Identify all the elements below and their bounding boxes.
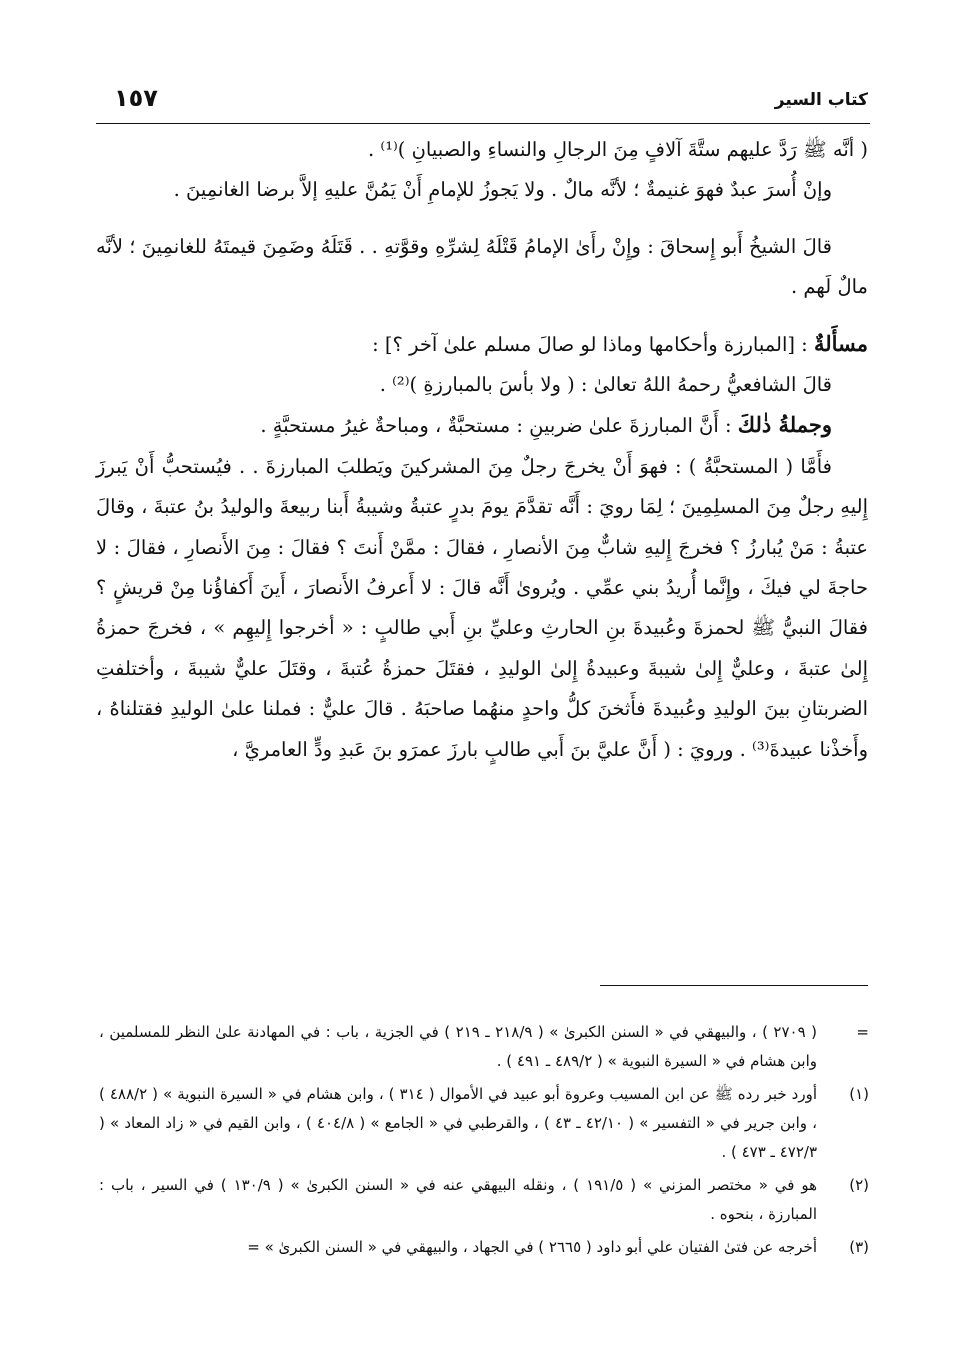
summary-label: وجملةُ ذٰلكَ bbox=[737, 412, 832, 438]
footnote-marker: (١) bbox=[849, 1085, 869, 1103]
footnote-continued bbox=[99, 1018, 869, 1076]
paragraph-6 bbox=[96, 405, 868, 446]
footnote-rule bbox=[600, 985, 868, 986]
header-rule bbox=[96, 123, 870, 124]
issue-text: : [المبارزة وأحكامها وماذا لو صالَ مسلم علىٰ آخر ؟] : bbox=[372, 332, 814, 356]
summary-text: : أَنَّ المبارزةَ علىٰ ضربينِ : مستحبَّةٌ ، ومباحةٌ غيرُ مستحبَّةٍ . bbox=[260, 414, 738, 438]
footnotes bbox=[99, 1018, 869, 1266]
paragraph-1: ( أنَّه ﷺ رَدَّ عليهم ستَّةَ آلافٍ مِنَ الرجالِ والنساءِ والصبيانِ )⁽¹⁾ . bbox=[368, 138, 868, 161]
footnote-marker: = bbox=[856, 1023, 869, 1041]
footnote-marker: (٣) bbox=[849, 1238, 869, 1256]
footnote-marker: (٢) bbox=[849, 1176, 869, 1194]
footnote-2 bbox=[99, 1171, 869, 1229]
footnote-text: أورد خبر رده ﷺ عن ابن المسيب وعروة أبو عبيد في الأموال ( ٣١٤ ) ، وابن هشام في « السيرة النبوية » ( ٤٨٨/٢ ) ، وابن جرير في « التفسير » ( ٤٢/١٠ ـ ٤٣ ) ، والقرطبي في « الجامع » ( ٤٠٤/٨ ) ، وابن القيم في « زاد المعاد » ( ٤٧٢/٣ ـ ٤٧٣ ) . bbox=[99, 1085, 818, 1161]
running-header bbox=[100, 84, 868, 124]
paragraph-5: قالَ الشافعيُّ رحمهُ اللهُ تعالىٰ : ( ولا بأسَ بالمبارزةِ )⁽²⁾ . bbox=[379, 373, 832, 397]
footnote-3 bbox=[99, 1233, 869, 1262]
footnote-text: ( ٢٧٠٩ ) ، والبيهقي في « السنن الكبرىٰ » ( ٢١٨/٩ ـ ٢١٩ ) في الجزية ، باب : في المهادنة علىٰ النظر للمسلمين ، وابن هشام في « السيرة النبوية » ( ٤٨٩/٢ ـ ٤٩١ ) . bbox=[99, 1023, 817, 1070]
footnote-text: هو في « مختصر المزني » ( ١٩١/٥ ) ، ونقله البيهقي عنه في « السنن الكبرىٰ » ( ١٣٠/٩ ) في السير ، باب : المبارزة ، بنحوه . bbox=[99, 1176, 818, 1223]
paragraph-7: فأَمَّا ( المستحبَّةُ ) : فهوَ أَنْ يخرجَ رجلٌ مِنَ المشركينَ ويَطلبَ المبارزةَ . . فيُستحبُّ أَنْ يَبرزَ إِليهِ رجلٌ مِنَ المسلِمِينَ ؛ لِمَا رويَ : أَنَّه تقدَّمَ يومَ بدرٍ عتبةُ وشيبةُ أَبنا ربيعةَ والوليدُ بنُ عتبةَ ، وقالَ عتبةُ : مَنْ يُبارزُ ؟ فخرجَ إِليهِ شابٌّ مِنَ الأنصارِ ، فقالَ : ممَّنْ أَنتَ ؟ فقالَ : مِنَ الأَنصارِ ، فقالَ : لا حاجةَ لي فيكَ ، وإِنَّما أُريدُ بني عمِّي . ويُروىٰ أَنَّه قالَ : لا أَعرفُ الأَنصارَ ، أَينَ أَكفاؤُنا مِنْ قريشٍ ؟ فقالَ النبيُّ ﷺ لحمزةَ وعُبيدةَ بنِ الحارثِ وعليِّ بنِ أَبي طالبٍ : « أخرجوا إِليهِم » ، فخرجَ حمزةُ إِلىٰ عتبةَ ، وعليٌّ إِلىٰ شيبةَ وعبيدةُ إِلىٰ الوليدِ ، فقتَلَ حمزةُ عُتبةَ ، وقتَلَ عليٌّ شيبةَ ، وأختلفتِ الضربتانِ بينَ الوليدِ وعُبيدةَ فأَثخنَ كلُّ واحدٍ منهُما صاحبَهُ . قالَ عليٌّ : فملنا علىٰ الوليدِ فقتلناهُ ، وأَخذْنا عبيدةَ⁽³⁾ . ورويَ : ( أَنَّ عليَّ بنَ أَبي طالبٍ بارزَ عمرَو بنَ عَبدِ ودٍّ العامريَّ ، bbox=[96, 454, 868, 761]
main-text bbox=[96, 130, 868, 770]
issue-label: مسأَلةٌ bbox=[813, 330, 868, 356]
footnote-text: أخرجه عن فتىٰ الفتيان علي أبو داود ( ٢٦٦٥ ) في الجهاد ، والبيهقي في « السنن الكبرىٰ » = bbox=[247, 1238, 817, 1256]
paragraph-2: وإنْ أُسرَ عبدٌ فهوَ غنيمةٌ ؛ لأنَّه مالٌ . ولا يَجوزُ للإمامِ أَنْ يَمُنَّ عليهِ إلاَّ برضا الغانمِينَ . bbox=[173, 178, 832, 202]
chapter-title: كتاب السير bbox=[774, 90, 868, 110]
page-number: ١٥٧ bbox=[114, 84, 158, 112]
paragraph-3: قالَ الشيخُ أَبو إِسحاقَ : وإِنْ رأَىٰ الإمامُ قَتْلَهُ لِشرِّهِ وقوَّتهِ . . قَتَلَهُ وضَمِنَ قيمتَهُ للغانمِينَ ؛ لأنَّه مالٌ لَهم . bbox=[96, 234, 868, 299]
footnote-1 bbox=[99, 1080, 869, 1167]
paragraph-4 bbox=[96, 324, 868, 365]
